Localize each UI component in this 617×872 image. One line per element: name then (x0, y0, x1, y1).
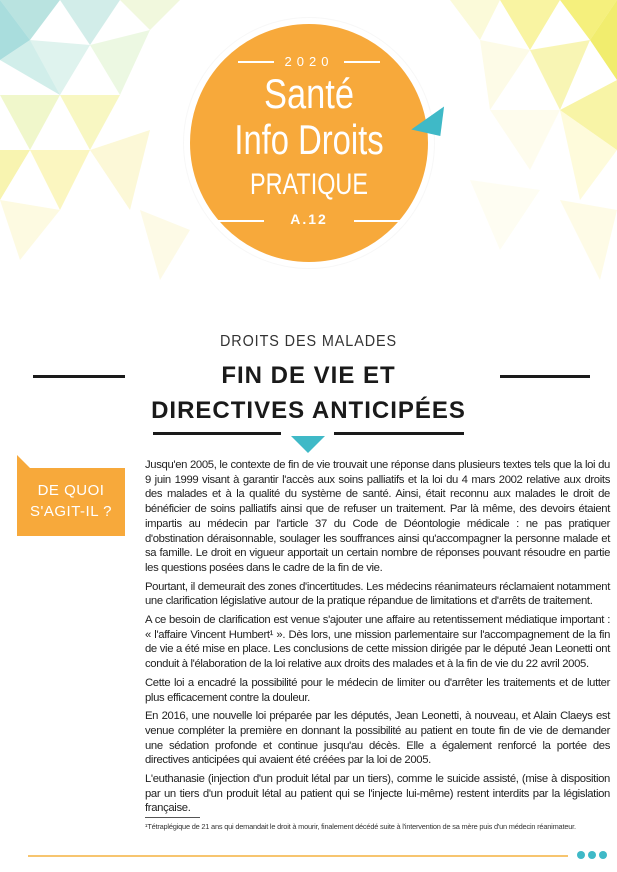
page-title-line1: FIN DE VIE ET (221, 362, 396, 389)
badge-title-line3: PRATIQUE (250, 168, 368, 201)
sidebox-label-line1: DE QUOI (37, 482, 105, 499)
badge-title-line1: Santé (263, 70, 354, 117)
footnote: ¹Tétraplégique de 21 ans qui demandait le droit à mourir, finalement décédé suite à l'intervention de sa mère puis d'un médecin réanimateur. (145, 822, 576, 831)
dot-icon (588, 851, 596, 859)
title-badge (184, 18, 434, 268)
sidebox-label (17, 480, 125, 522)
down-arrow-icon (291, 436, 325, 453)
sidebox-label-line2: S'AGIT-IL ? (29, 503, 112, 520)
paragraph: En 2016, une nouvelle loi préparée par les députés, Jean Leonetti, à nouveau, et Alain Claeys est venue compléter la première en donnant la possibilité au patient en toute fin de vie de demander une sédation profonde et continue jusqu'au décès. Elle a également renforcé la portée des directives anticipées qui avaient été créées par la loi de 2005. (145, 710, 610, 767)
footnote-rule (145, 817, 200, 818)
paragraph: A ce besoin de clarification est venue s'ajouter une affaire au retentissement médiatique important : « l'affaire Vincent Humbert¹ ». Dès lors, une mission parlementaire sur l'accompagnement de la fin de vie a été mise en place. Les conclusions de cette mission dirigée par le député Jean Leonetti ont conduit à l'élaboration de la loi relative aux droits des malades et à la fin de vie du 22 avril 2005. (145, 614, 610, 671)
badge-title-line2: Info Droits (234, 116, 384, 163)
badge-code: A.12 (290, 211, 328, 227)
dot-icon (599, 851, 607, 859)
dot-icon (577, 851, 585, 859)
title-rule-bottom-right (334, 432, 464, 435)
body-text (145, 458, 610, 820)
sidebox-notch (17, 455, 31, 469)
paragraph: Pourtant, il demeurait des zones d'incertitudes. Les médecins réanimateurs réclamaient notamment une clarification législative autour de la pratique répandue de limitations et d'arrêts de traitement. (145, 580, 610, 608)
page-title-line2: DIRECTIVES ANTICIPÉES (151, 397, 466, 424)
code-line-right (354, 220, 400, 222)
year-line-right (344, 61, 380, 63)
badge-year: 2020 (284, 54, 334, 69)
bottom-rule (28, 855, 568, 857)
paragraph: Cette loi a encadré la possibilité pour le médecin de limiter ou d'arrêter les traitements et de lutter plus efficacement contre la douleur. (145, 676, 610, 704)
title-rule-bottom-left (153, 432, 281, 435)
section-label: DROITS DES MALADES (219, 333, 398, 350)
paragraph: Jusqu'en 2005, le contexte de fin de vie trouvait une réponse dans plusieurs textes tels que la loi du 9 juin 1999 visant à garantir l'accès aux soins palliatifs et la loi du 4 mars 2002 relative aux droits des malades et à la qualité du système de santé. Ainsi, était reconnu aux malades le droit de bénéficier de soins palliatifs ainsi que de refuser un traitement. Par là même, des devoirs étaient impartis au médecin par l'article 37 du Code de Déontologie médicale : ne pas pratiquer d'obstination déraisonnable, soulager les souffrances ainsi qu'accompagner la personne malade et sa famille. Le droit en vigueur apportait un certain nombre de réponses pouvant résoudre en partie les questions posées dans le cadre de la fin de vie. (145, 459, 610, 574)
paragraph: L'euthanasie (injection d'un produit létal par un tiers), comme le suicide assisté, (mise à disposition par un tiers d'un produit létal au patient qui se l'injecte lui-même) restent interdits par la législation française. (145, 773, 610, 815)
